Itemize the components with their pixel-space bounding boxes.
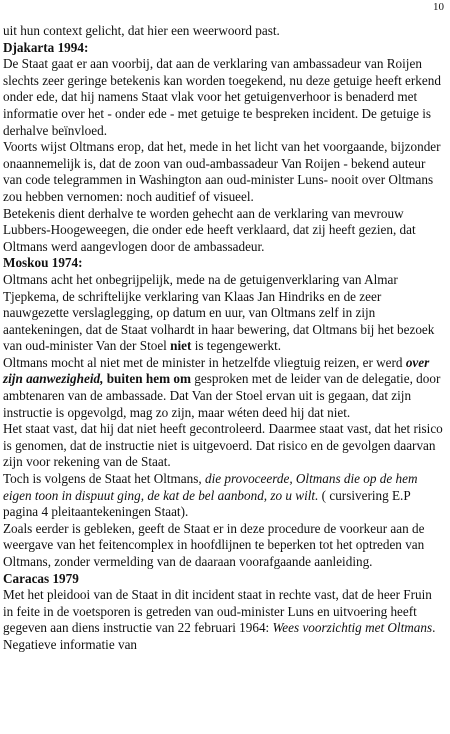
page-number: 10 (433, 1, 444, 13)
text-run: Oltmans acht het onbegrijpelijk, mede na de getuigenverklaring van Almar Tjepkema, de schriftelijke verklaring van Klaas Jan Hindriks en de zeer nauwgezette verslaglegging, op datum en uur, van Oltmans zelf in zijn aantekeningen, dat de Staat volhardt in haar bewering, dat Oltmans bij het bezoek van oud-minister Van der Stoel (3, 271, 435, 354)
text-run: niet (170, 338, 192, 354)
text-run: . Negatieve informatie van (3, 620, 436, 652)
section-heading (3, 571, 443, 588)
paragraph (3, 471, 443, 521)
paragraph (3, 587, 443, 653)
text-run: Het staat vast, dat hij dat niet heeft gecontroleerd. Daarmee staat vast, dat het risico is genomen, dat de instructie niet is uitgevoerd. Dat risico en de gevolgen daarvan zijn voor rekening van de Staat. (3, 421, 443, 470)
text-run: uit hun context gelicht, dat hier een weerwoord past. (3, 23, 280, 38)
document-body (3, 23, 443, 654)
paragraph (3, 139, 443, 205)
text-run: Met het pleidooi van de Staat in dit incident staat in rechte vast, dat de heer Fruin in feite in de voetsporen is getreden van oud-minister Luns en uitvoering heeft gegeven aan diens instructie van 22 februari 1964: (3, 587, 432, 636)
text-run: Zoals eerder is gebleken, geeft de Staat er in deze procedure de voorkeur aan de weergave van het feitencomplex in hoofdlijnen te beperken tot het optreden van Oltmans, zonder vermelding van de daaraan voorafgaande aanleiding. (3, 520, 425, 569)
paragraph (3, 56, 443, 139)
text-run: Djakarta 1994: (3, 39, 89, 55)
text-run: Oltmans mocht al niet met de minister in hetzelfde vliegtuig reizen, er werd (3, 354, 406, 370)
text-run: over zijn aanwezigheid, (3, 354, 430, 387)
text-run: De Staat gaat er aan voorbij, dat aan de verklaring van ambassadeur van Roijen slechts zeer geringe betekenis kan worden toegekend, nu deze getuige heeft erkend onder ede, dat hij namens Staat vlak voor het getuigenverhoor is benaderd met informatie over het - onder ede - met getuige te bespreken incident. De getuige is derhalve beïnvloed. (3, 56, 441, 138)
text-run: gesproken met de leider van de delegatie, door ambtenaren van de ambassade. Dat Van der Stoel ervan uit is gegaan, dat zijn instructie is opgevolgd, mag zo zijn, maar wéten deed hij dat niet. (3, 371, 441, 420)
section-heading (3, 255, 443, 272)
text-run: ( cursivering E.P pagina 4 pleitaantekeningen Staat). (3, 487, 411, 520)
paragraph (3, 421, 443, 471)
section-heading (3, 40, 443, 57)
text-run: Toch is volgens de Staat het Oltmans, (3, 471, 205, 487)
text-run: Moskou 1974: (3, 255, 83, 271)
paragraph (3, 521, 443, 571)
text-run: buiten hem om (106, 371, 191, 387)
paragraph (3, 206, 443, 256)
text-run: Voorts wijst Oltmans erop, dat het, mede in het licht van het voorgaande, bijzonder onaannemelijk is, dat de zoon van oud-ambassadeur Van Roijen - bekend auteur van code telegrammen in Washington aan oud-minister Luns- nooit over Oltmans zou hebben vernomen: noch auditief of visueel. (3, 139, 441, 204)
paragraph (3, 355, 443, 421)
text-run: Wees voorzichtig met Oltmans (272, 620, 433, 636)
text-run: Betekenis dient derhalve te worden gehecht aan de verklaring van mevrouw Lubbers-Hoogeweegen, die onder ede heeft verklaard, dat zij heeft gezien, dat Oltmans werd aangevlogen door de ambassadeur. (3, 205, 416, 254)
paragraph (3, 272, 443, 355)
text-run: die provoceerde, Oltmans die op de hem eigen toon in dispuut ging, de kat de bel aanbond, zo u wilt. (3, 471, 418, 503)
text-run: Caracas 1979 (3, 570, 79, 586)
text-run: is tegengewerkt. (191, 338, 282, 354)
paragraph (3, 23, 443, 40)
